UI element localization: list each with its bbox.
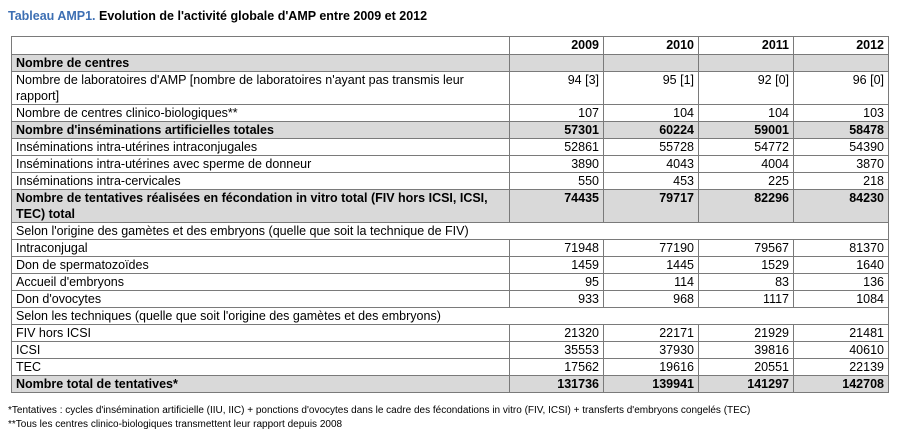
header-year: 2009 (510, 37, 604, 55)
row-value (604, 55, 699, 72)
row-value: 21481 (794, 325, 889, 342)
row-value: 81370 (794, 240, 889, 257)
row-label: ICSI (12, 342, 510, 359)
row-value: 60224 (604, 122, 699, 139)
row-label: Inséminations intra-cervicales (12, 173, 510, 190)
row-value: 54772 (699, 139, 794, 156)
row-value: 1445 (604, 257, 699, 274)
table-row (12, 105, 889, 122)
row-value: 550 (510, 173, 604, 190)
row-value: 92 [0] (699, 72, 794, 105)
row-value: 139941 (604, 376, 699, 393)
row-label: Nombre de tentatives réalisées en fécondation in vitro total (FIV hors ICSI, ICSI, TEC) total (12, 190, 510, 223)
row-label: Inséminations intra-utérines intraconjugales (12, 139, 510, 156)
table-row (12, 156, 889, 173)
row-value: 59001 (699, 122, 794, 139)
row-value (794, 55, 889, 72)
row-value: 20551 (699, 359, 794, 376)
header-year: 2011 (699, 37, 794, 55)
row-value: 57301 (510, 122, 604, 139)
row-value: 1084 (794, 291, 889, 308)
table-row (12, 376, 889, 393)
row-value: 17562 (510, 359, 604, 376)
row-value: 40610 (794, 342, 889, 359)
row-value: 933 (510, 291, 604, 308)
row-value: 968 (604, 291, 699, 308)
table-row (12, 308, 889, 325)
row-value: 3890 (510, 156, 604, 173)
row-value: 131736 (510, 376, 604, 393)
row-value: 82296 (699, 190, 794, 223)
row-value: 218 (794, 173, 889, 190)
footnote: **Tous les centres clinico-biologiques transmettent leur rapport depuis 2008 (8, 419, 343, 430)
row-value: 107 (510, 105, 604, 122)
row-value: 71948 (510, 240, 604, 257)
row-label: Selon les techniques (quelle que soit l'origine des gamètes et des embryons) (12, 308, 889, 325)
row-value: 58478 (794, 122, 889, 139)
row-value: 141297 (699, 376, 794, 393)
row-label: Nombre de centres clinico-biologiques** (12, 105, 510, 122)
table-row (12, 190, 889, 223)
table-row (12, 223, 889, 240)
table-title-text: Evolution de l'activité globale d'AMP entre 2009 et 2012 (95, 9, 428, 23)
row-value: 4043 (604, 156, 699, 173)
row-label: Nombre total de tentatives* (12, 376, 510, 393)
row-value: 37930 (604, 342, 699, 359)
table-row (12, 342, 889, 359)
header-year: 2012 (794, 37, 889, 55)
row-value: 104 (699, 105, 794, 122)
row-value: 83 (699, 274, 794, 291)
row-label: Nombre de centres (12, 55, 510, 72)
amp-activity-table (11, 36, 889, 393)
row-value (510, 55, 604, 72)
table-row (12, 240, 889, 257)
row-value: 453 (604, 173, 699, 190)
row-value: 96 [0] (794, 72, 889, 105)
row-value: 136 (794, 274, 889, 291)
row-value: 39816 (699, 342, 794, 359)
row-label: Don d'ovocytes (12, 291, 510, 308)
row-value: 21320 (510, 325, 604, 342)
row-value: 21929 (699, 325, 794, 342)
row-value: 84230 (794, 190, 889, 223)
row-value: 19616 (604, 359, 699, 376)
table-title-lead: Tableau AMP1. (8, 9, 96, 23)
table-row (12, 55, 889, 72)
row-value: 35553 (510, 342, 604, 359)
row-label: FIV hors ICSI (12, 325, 510, 342)
row-label: Don de spermatozoïdes (12, 257, 510, 274)
row-value: 95 (510, 274, 604, 291)
table-row (12, 72, 889, 105)
row-value: 103 (794, 105, 889, 122)
row-value: 22171 (604, 325, 699, 342)
row-label: TEC (12, 359, 510, 376)
row-label: Selon l'origine des gamètes et des embryons (quelle que soit la technique de FIV) (12, 223, 889, 240)
row-value: 74435 (510, 190, 604, 223)
table-row (12, 139, 889, 156)
row-value: 225 (699, 173, 794, 190)
row-label: Nombre d'inséminations artificielles totales (12, 122, 510, 139)
table-body (12, 55, 889, 393)
row-label: Nombre de laboratoires d'AMP [nombre de laboratoires n'ayant pas transmis leur rapport] (12, 72, 510, 105)
row-value: 4004 (699, 156, 794, 173)
table-row (12, 359, 889, 376)
header-row (12, 37, 889, 55)
header-year: 2010 (604, 37, 699, 55)
row-value (699, 55, 794, 72)
row-value: 22139 (794, 359, 889, 376)
header-empty-cell (12, 37, 510, 55)
row-value: 1529 (699, 257, 794, 274)
row-value: 1117 (699, 291, 794, 308)
table-row (12, 291, 889, 308)
table-row (12, 325, 889, 342)
row-label: Accueil d'embryons (12, 274, 510, 291)
table-row (12, 122, 889, 139)
row-value: 1459 (510, 257, 604, 274)
row-value: 1640 (794, 257, 889, 274)
table-row (12, 173, 889, 190)
row-value: 77190 (604, 240, 699, 257)
row-value: 79567 (699, 240, 794, 257)
table-row (12, 257, 889, 274)
table-row (12, 274, 889, 291)
row-label: Intraconjugal (12, 240, 510, 257)
row-value: 94 [3] (510, 72, 604, 105)
row-value: 95 [1] (604, 72, 699, 105)
row-value: 3870 (794, 156, 889, 173)
row-value: 114 (604, 274, 699, 291)
row-value: 104 (604, 105, 699, 122)
row-value: 52861 (510, 139, 604, 156)
row-value: 54390 (794, 139, 889, 156)
footnotes (8, 404, 750, 432)
row-label: Inséminations intra-utérines avec sperme de donneur (12, 156, 510, 173)
table-title (8, 9, 427, 23)
row-value: 142708 (794, 376, 889, 393)
row-value: 55728 (604, 139, 699, 156)
footnote: *Tentatives : cycles d'insémination artificielle (IIU, IIC) + ponctions d'ovocytes dans le cadre des fécondations in vitro (FIV, ICSI) + transferts d'embryons congelés (TEC) (8, 405, 751, 416)
row-value: 79717 (604, 190, 699, 223)
